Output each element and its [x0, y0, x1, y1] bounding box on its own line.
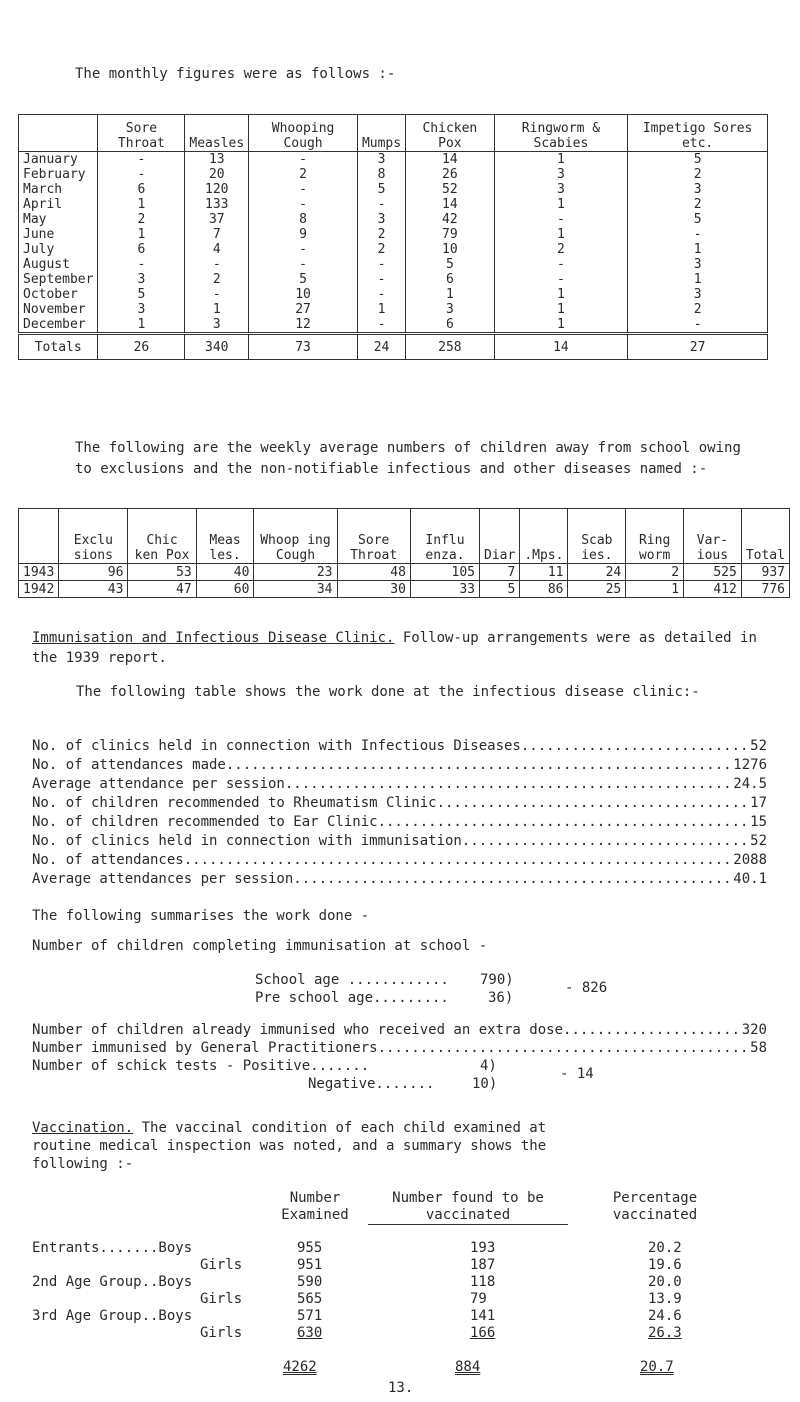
table-cell: - — [494, 212, 628, 227]
leader-dots — [437, 795, 751, 811]
schick-total-value: - 14 — [560, 1066, 594, 1082]
table-cell: - — [357, 317, 405, 334]
table-cell: 3 — [357, 152, 405, 168]
vac-col-found: Number found to be vaccinated — [368, 1190, 568, 1225]
table-row — [19, 197, 768, 212]
table-cell: 52 — [406, 182, 495, 197]
table-cell: 34 — [254, 581, 337, 598]
table-cell: 6 — [98, 242, 185, 257]
weekly-header-cell: Whoop ing Cough — [254, 509, 337, 564]
extra-dose-row — [32, 1022, 767, 1038]
table-cell: 13 — [185, 152, 249, 168]
vaccination-text-1: The vaccinal condition of each child examined at — [133, 1120, 547, 1136]
pre-school-label: Pre school age......... — [255, 990, 449, 1006]
completing-text: Number of children completing immunisation at school - — [32, 938, 488, 954]
table-cell: 1 — [628, 242, 768, 257]
table-cell: 133 — [185, 197, 249, 212]
vac-total-found: 884 — [455, 1359, 481, 1375]
clinic-item-value: 17 — [750, 795, 767, 811]
table-cell: 1 — [494, 302, 628, 317]
weekly-header-cell: Var- ious — [684, 509, 742, 564]
table-cell: June — [19, 227, 98, 242]
totals-cell: 26 — [98, 334, 185, 360]
table-cell: 27 — [249, 302, 358, 317]
table-cell: 3 — [628, 287, 768, 302]
immunisation-heading: Immunisation and Infectious Disease Clinic. — [32, 630, 395, 646]
table-cell: - — [628, 227, 768, 242]
table-cell: October — [19, 287, 98, 302]
table-cell: - — [249, 152, 358, 168]
weekly-header-cell — [19, 509, 59, 564]
table-row — [19, 317, 768, 334]
summary-intro-text: The following summarises the work done - — [32, 908, 370, 924]
table-cell: May — [19, 212, 98, 227]
table-cell: 5 — [480, 581, 520, 598]
table-cell: 6 — [98, 182, 185, 197]
totals-cell: 27 — [628, 334, 768, 360]
table-cell: 10 — [249, 287, 358, 302]
table-row — [19, 167, 768, 182]
monthly-header-cell: Measles — [185, 115, 249, 152]
clinic-item-value: 2088 — [733, 852, 767, 868]
table-cell: - — [185, 257, 249, 272]
table-cell: 1 — [98, 317, 185, 334]
table-row — [19, 564, 790, 581]
vaccination-line-2: routine medical inspection was noted, and a summary shows the — [32, 1138, 547, 1154]
table-cell: - — [185, 287, 249, 302]
vac-cell: 630 — [297, 1325, 323, 1341]
clinic-item-label: No. of attendances made — [32, 757, 226, 773]
weekly-header-cell: Scab ies. — [568, 509, 626, 564]
clinic-list-item — [32, 833, 767, 849]
vac-cell: 19.6 — [648, 1257, 682, 1273]
table-cell: 37 — [185, 212, 249, 227]
table-cell: - — [628, 317, 768, 334]
monthly-header-cell: Chicken Pox — [406, 115, 495, 152]
table-row — [19, 272, 768, 287]
monthly-figures-table — [18, 114, 768, 360]
vaccination-line-1 — [32, 1120, 546, 1136]
weekly-header-cell: .Mps. — [520, 509, 568, 564]
table-cell: - — [357, 257, 405, 272]
clinic-item-value: 40.1 — [733, 871, 767, 887]
table-cell: March — [19, 182, 98, 197]
immunisation-text: Follow-up arrangements were as detailed in the 1939 report. — [32, 630, 757, 666]
vac-cell: 3rd Age Group..Boys — [32, 1308, 193, 1324]
vac-total-examined: 4262 — [283, 1359, 317, 1375]
monthly-header-cell: Whooping Cough — [249, 115, 358, 152]
schick-negative-value: 10) — [472, 1076, 498, 1092]
table-cell: February — [19, 167, 98, 182]
table-cell: 2 — [357, 242, 405, 257]
vac-cell: Girls — [200, 1257, 243, 1273]
table-cell: 937 — [741, 564, 789, 581]
table-cell: 23 — [254, 564, 337, 581]
table-cell: 1 — [494, 152, 628, 168]
table-cell: 12 — [249, 317, 358, 334]
vac-cell: 951 — [297, 1257, 323, 1273]
vac-col-percentage: Percentage vaccinated — [612, 1190, 698, 1223]
vac-cell: Entrants.......Boys — [32, 1240, 193, 1256]
extra-dose-value: 320 — [741, 1022, 767, 1038]
table-cell: 6 — [406, 317, 495, 334]
table-cell: 3 — [357, 212, 405, 227]
leader-dots — [285, 776, 733, 792]
vac-cell: 590 — [297, 1274, 323, 1290]
table-cell: 26 — [406, 167, 495, 182]
table-cell: 7 — [480, 564, 520, 581]
vac-cell: 20.0 — [648, 1274, 682, 1290]
weekly-intro-text: The following are the weekly average numbers of children away from school owing to exclusions and the non-notifiable infectious and other diseases named :- — [75, 440, 741, 477]
table-row — [19, 257, 768, 272]
leader-dots — [293, 871, 733, 887]
clinic-list-item — [32, 795, 767, 811]
table-cell: September — [19, 272, 98, 287]
school-age-label: School age ............ — [255, 972, 449, 988]
table-cell: - — [98, 167, 185, 182]
table-cell: 2 — [628, 197, 768, 212]
table-cell: 30 — [337, 581, 410, 598]
page-number: 13. — [388, 1380, 414, 1396]
clinic-list-item — [32, 776, 767, 792]
table-cell: 42 — [406, 212, 495, 227]
table-cell: - — [494, 257, 628, 272]
table-cell: 2 — [98, 212, 185, 227]
totals-cell: 24 — [357, 334, 405, 360]
vac-cell: 118 — [470, 1274, 496, 1290]
gp-row — [32, 1040, 767, 1056]
clinic-item-label: No. of clinics held in connection with Infectious Diseases — [32, 738, 521, 754]
table-cell: - — [249, 257, 358, 272]
table-cell: 3 — [628, 182, 768, 197]
monthly-header-cell: Mumps — [357, 115, 405, 152]
table-cell: 53 — [128, 564, 196, 581]
table-row — [19, 581, 790, 598]
table-cell: 5 — [406, 257, 495, 272]
vac-cell: Girls — [200, 1291, 243, 1307]
table-cell: 47 — [128, 581, 196, 598]
table-cell: 1 — [98, 197, 185, 212]
table-cell: 2 — [249, 167, 358, 182]
weekly-header-cell: Meas les. — [196, 509, 254, 564]
schick-negative-label: Negative....... — [308, 1076, 435, 1092]
clinic-item-label: Average attendance per session — [32, 776, 285, 792]
clinic-item-value: 52 — [750, 738, 767, 754]
totals-cell: 340 — [185, 334, 249, 360]
vaccination-heading: Vaccination. — [32, 1120, 134, 1136]
table-cell: 2 — [185, 272, 249, 287]
table-cell: 5 — [249, 272, 358, 287]
table-cell: 3 — [406, 302, 495, 317]
table-cell: - — [98, 152, 185, 168]
weekly-table-body — [19, 564, 790, 598]
table-cell: - — [494, 272, 628, 287]
clinic-list-item — [32, 871, 767, 887]
table-cell: July — [19, 242, 98, 257]
table-cell: 60 — [196, 581, 254, 598]
table-cell: 5 — [628, 212, 768, 227]
table-cell: 120 — [185, 182, 249, 197]
table-row — [19, 212, 768, 227]
table-cell: 1 — [98, 227, 185, 242]
pre-school-value: 36) — [488, 990, 514, 1006]
table-cell: 8 — [357, 167, 405, 182]
table-cell: 1 — [628, 272, 768, 287]
table-cell: 14 — [406, 197, 495, 212]
table-cell: 1 — [494, 197, 628, 212]
table-cell: November — [19, 302, 98, 317]
table-cell: 11 — [520, 564, 568, 581]
vac-total-percentage: 20.7 — [640, 1359, 674, 1375]
table-cell: 2 — [494, 242, 628, 257]
clinic-list-item — [32, 814, 767, 830]
table-cell: 40 — [196, 564, 254, 581]
table-cell: 43 — [59, 581, 128, 598]
table-cell: 2 — [628, 302, 768, 317]
table-cell: 412 — [684, 581, 742, 598]
table-cell: 86 — [520, 581, 568, 598]
clinic-item-value: 52 — [750, 833, 767, 849]
table-cell: 1 — [494, 287, 628, 302]
table-cell: 6 — [406, 272, 495, 287]
leader-dots — [521, 738, 750, 754]
table-cell: 48 — [337, 564, 410, 581]
weekly-header-cell: Chic ken Pox — [128, 509, 196, 564]
table-cell: 25 — [568, 581, 626, 598]
table-row — [19, 242, 768, 257]
table-cell: 1 — [626, 581, 684, 598]
weekly-header-cell: Ring worm — [626, 509, 684, 564]
totals-cell: Totals — [19, 334, 98, 360]
table-cell: 3 — [98, 272, 185, 287]
table-cell: 1 — [357, 302, 405, 317]
vac-cell: 13.9 — [648, 1291, 682, 1307]
vac-cell: 955 — [297, 1240, 323, 1256]
weekly-header-cell: Influ enza. — [410, 509, 479, 564]
table-cell: 3 — [185, 317, 249, 334]
table-cell: 33 — [410, 581, 479, 598]
leader-dots — [378, 814, 751, 830]
vac-cell: 187 — [470, 1257, 496, 1273]
table-cell: 5 — [628, 152, 768, 168]
clinic-item-value: 15 — [750, 814, 767, 830]
monthly-header-cell: Impetigo Sores etc. — [628, 115, 768, 152]
table-cell: 5 — [357, 182, 405, 197]
table-cell: 525 — [684, 564, 742, 581]
table-cell: 3 — [494, 182, 628, 197]
totals-cell: 73 — [249, 334, 358, 360]
vac-cell: 2nd Age Group..Boys — [32, 1274, 193, 1290]
clinic-item-label: No. of children recommended to Rheumatism Clinic — [32, 795, 437, 811]
table-row — [19, 302, 768, 317]
vac-cell: 26.3 — [648, 1325, 682, 1341]
table-cell: 2 — [626, 564, 684, 581]
table-cell: December — [19, 317, 98, 334]
weekly-header-cell: Diar — [480, 509, 520, 564]
monthly-table-body — [19, 152, 768, 360]
table-cell: 3 — [98, 302, 185, 317]
schick-positive-value: 4) — [480, 1058, 497, 1074]
table-cell: August — [19, 257, 98, 272]
totals-cell: 14 — [494, 334, 628, 360]
school-total-value: - 826 — [565, 980, 608, 996]
clinic-item-label: No. of attendances — [32, 852, 184, 868]
vac-cell: 24.6 — [648, 1308, 682, 1324]
vac-cell: Girls — [200, 1325, 243, 1341]
weekly-header-cell: Total — [741, 509, 789, 564]
table-cell: 14 — [406, 152, 495, 168]
vaccination-line-3: following :- — [32, 1156, 134, 1172]
table-cell: 20 — [185, 167, 249, 182]
weekly-averages-table — [18, 508, 790, 598]
table-cell: - — [357, 287, 405, 302]
clinic-item-label: Average attendances per session — [32, 871, 294, 887]
immunisation-paragraph — [32, 628, 772, 668]
table-cell: - — [249, 197, 358, 212]
clinic-list-item — [32, 757, 767, 773]
vac-cell: 79 — [470, 1291, 487, 1307]
table-cell: April — [19, 197, 98, 212]
table-cell: - — [357, 197, 405, 212]
leader-dots — [226, 757, 733, 773]
table-cell: 1 — [494, 317, 628, 334]
totals-row — [19, 334, 768, 360]
table-cell: 1 — [185, 302, 249, 317]
weekly-header-row — [19, 509, 790, 564]
table-cell: 5 — [98, 287, 185, 302]
clinic-item-value: 1276 — [733, 757, 767, 773]
school-age-value: 790) — [480, 972, 514, 988]
clinic-list-item — [32, 852, 767, 868]
table-cell: 105 — [410, 564, 479, 581]
table-cell: 79 — [406, 227, 495, 242]
weekly-header-cell: Exclu sions — [59, 509, 128, 564]
intro-text: The monthly figures were as follows :- — [75, 66, 396, 82]
vac-cell: 565 — [297, 1291, 323, 1307]
table-cell: - — [249, 242, 358, 257]
clinic-item-label: No. of children recommended to Ear Clinic — [32, 814, 378, 830]
clinic-item-label: No. of clinics held in connection with immunisation — [32, 833, 462, 849]
vac-cell: 193 — [470, 1240, 496, 1256]
gp-value: 58 — [750, 1040, 767, 1056]
table-cell: 1 — [494, 227, 628, 242]
table-cell: - — [357, 272, 405, 287]
monthly-header-row — [19, 115, 768, 152]
weekly-header-cell: Sore Throat — [337, 509, 410, 564]
clinic-intro-text: The following table shows the work done at the infectious disease clinic:- — [76, 684, 700, 700]
monthly-header-cell: Ringworm & Scabies — [494, 115, 628, 152]
vac-cell: 141 — [470, 1308, 496, 1324]
table-cell: 10 — [406, 242, 495, 257]
table-cell: - — [249, 182, 358, 197]
table-cell: 1 — [406, 287, 495, 302]
table-cell: 9 — [249, 227, 358, 242]
table-cell: 1943 — [19, 564, 59, 581]
table-cell: 24 — [568, 564, 626, 581]
monthly-header-cell — [19, 115, 98, 152]
leader-dots — [462, 833, 750, 849]
table-row — [19, 182, 768, 197]
clinic-item-value: 24.5 — [733, 776, 767, 792]
table-cell: 3 — [494, 167, 628, 182]
gp-label: Number immunised by General Practitioners — [32, 1040, 378, 1056]
table-cell: January — [19, 152, 98, 168]
vac-cell: 20.2 — [648, 1240, 682, 1256]
table-row — [19, 152, 768, 168]
table-cell: 2 — [628, 167, 768, 182]
table-cell: 3 — [628, 257, 768, 272]
monthly-header-cell: Sore Throat — [98, 115, 185, 152]
extra-dose-label: Number of children already immunised who received an extra dose.. — [32, 1022, 580, 1038]
table-row — [19, 287, 768, 302]
totals-cell: 258 — [406, 334, 495, 360]
table-cell: 4 — [185, 242, 249, 257]
table-row — [19, 227, 768, 242]
vac-cell: 166 — [470, 1325, 496, 1341]
table-cell: 2 — [357, 227, 405, 242]
schick-positive-label: Number of schick tests - Positive....... — [32, 1058, 370, 1074]
clinic-list-item — [32, 738, 767, 754]
vac-col-examined: Number Examined — [281, 1190, 349, 1223]
table-cell: 1942 — [19, 581, 59, 598]
table-cell: - — [98, 257, 185, 272]
table-cell: 7 — [185, 227, 249, 242]
vac-cell: 571 — [297, 1308, 323, 1324]
leader-dots — [184, 852, 734, 868]
table-cell: 8 — [249, 212, 358, 227]
table-cell: 96 — [59, 564, 128, 581]
table-cell: 776 — [741, 581, 789, 598]
